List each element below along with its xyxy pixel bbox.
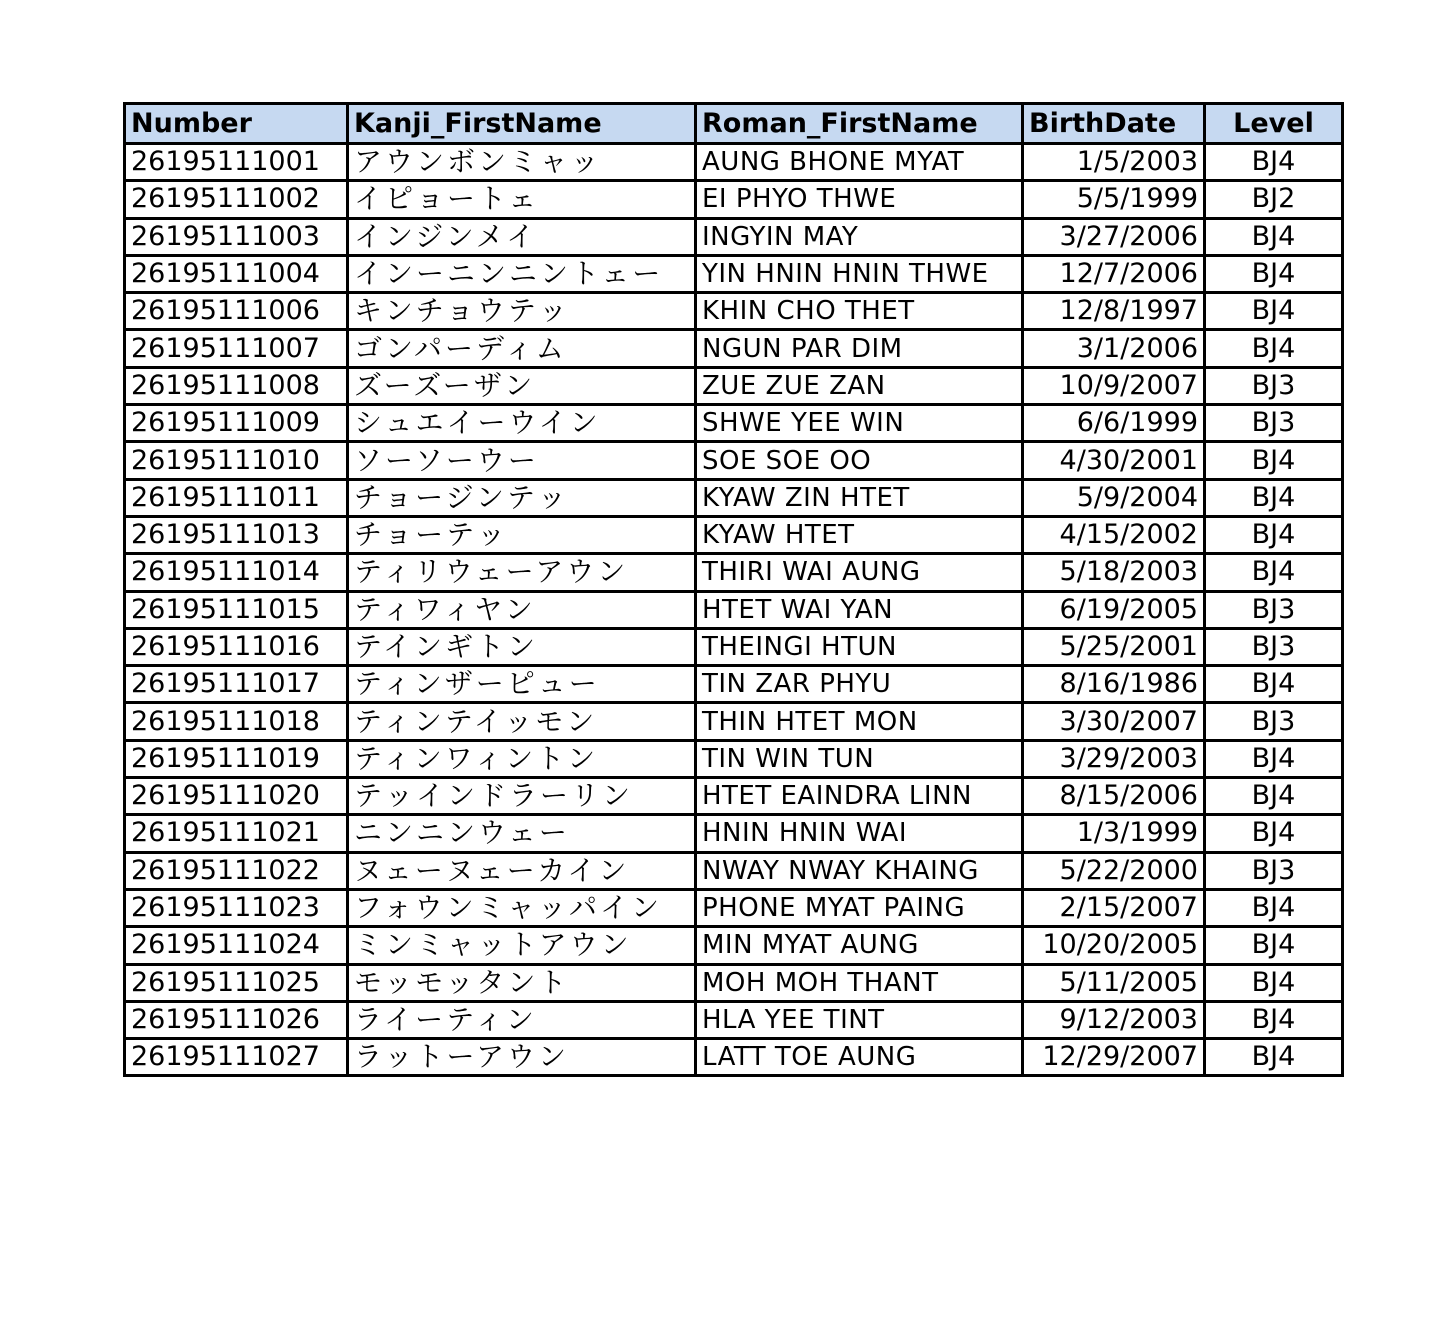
table-row <box>125 405 1343 442</box>
table-row <box>125 591 1343 628</box>
cell-roman-firstname: SHWE YEE WIN <box>696 405 1023 442</box>
header-number: Number <box>125 104 348 144</box>
table-row <box>125 740 1343 777</box>
header-roman-firstname: Roman_FirstName <box>696 104 1023 144</box>
cell-birthdate: 5/18/2003 <box>1023 554 1205 591</box>
cell-number: 26195111015 <box>125 591 348 628</box>
cell-roman-firstname: THEINGI HTUN <box>696 628 1023 665</box>
cell-number: 26195111026 <box>125 1001 348 1038</box>
table-row <box>125 964 1343 1001</box>
cell-number: 26195111027 <box>125 1039 348 1076</box>
table-body <box>125 144 1343 1076</box>
cell-number: 26195111003 <box>125 218 348 255</box>
cell-roman-firstname: KHIN CHO THET <box>696 293 1023 330</box>
table-row <box>125 367 1343 404</box>
cell-level: BJ4 <box>1205 740 1343 777</box>
table-row <box>125 255 1343 292</box>
cell-kanji-firstname: ニンニンウェー <box>348 815 696 852</box>
cell-number: 26195111023 <box>125 889 348 926</box>
cell-birthdate: 12/29/2007 <box>1023 1039 1205 1076</box>
cell-roman-firstname: HTET WAI YAN <box>696 591 1023 628</box>
cell-birthdate: 10/20/2005 <box>1023 927 1205 964</box>
cell-number: 26195111017 <box>125 666 348 703</box>
cell-level: BJ4 <box>1205 964 1343 1001</box>
header-birthdate: BirthDate <box>1023 104 1205 144</box>
cell-roman-firstname: PHONE MYAT PAING <box>696 889 1023 926</box>
cell-roman-firstname: EI PHYO THWE <box>696 181 1023 218</box>
cell-birthdate: 1/3/1999 <box>1023 815 1205 852</box>
cell-roman-firstname: LATT TOE AUNG <box>696 1039 1023 1076</box>
cell-kanji-firstname: ティンザーピュー <box>348 666 696 703</box>
cell-kanji-firstname: モッモッタント <box>348 964 696 1001</box>
cell-kanji-firstname: ティンワィントン <box>348 740 696 777</box>
cell-kanji-firstname: ライーティン <box>348 1001 696 1038</box>
cell-number: 26195111020 <box>125 778 348 815</box>
cell-number: 26195111009 <box>125 405 348 442</box>
cell-birthdate: 5/5/1999 <box>1023 181 1205 218</box>
table-row <box>125 293 1343 330</box>
cell-birthdate: 3/1/2006 <box>1023 330 1205 367</box>
table-row <box>125 218 1343 255</box>
cell-level: BJ3 <box>1205 591 1343 628</box>
cell-roman-firstname: THIN HTET MON <box>696 703 1023 740</box>
cell-level: BJ4 <box>1205 218 1343 255</box>
cell-level: BJ4 <box>1205 815 1343 852</box>
table-row <box>125 144 1343 181</box>
cell-roman-firstname: THIRI WAI AUNG <box>696 554 1023 591</box>
cell-kanji-firstname: インジンメイ <box>348 218 696 255</box>
cell-roman-firstname: AUNG BHONE MYAT <box>696 144 1023 181</box>
cell-kanji-firstname: ティンテイッモン <box>348 703 696 740</box>
cell-number: 26195111007 <box>125 330 348 367</box>
cell-level: BJ4 <box>1205 554 1343 591</box>
header-row <box>125 104 1343 144</box>
cell-level: BJ4 <box>1205 330 1343 367</box>
cell-number: 26195111004 <box>125 255 348 292</box>
cell-number: 26195111021 <box>125 815 348 852</box>
cell-number: 26195111014 <box>125 554 348 591</box>
cell-roman-firstname: ZUE ZUE ZAN <box>696 367 1023 404</box>
cell-level: BJ4 <box>1205 1039 1343 1076</box>
cell-birthdate: 5/25/2001 <box>1023 628 1205 665</box>
cell-number: 26195111013 <box>125 516 348 553</box>
cell-number: 26195111010 <box>125 442 348 479</box>
cell-kanji-firstname: ティワィヤン <box>348 591 696 628</box>
cell-level: BJ3 <box>1205 405 1343 442</box>
table-row <box>125 442 1343 479</box>
cell-birthdate: 4/15/2002 <box>1023 516 1205 553</box>
cell-number: 26195111006 <box>125 293 348 330</box>
cell-birthdate: 3/27/2006 <box>1023 218 1205 255</box>
cell-number: 26195111011 <box>125 479 348 516</box>
table-row <box>125 703 1343 740</box>
cell-number: 26195111018 <box>125 703 348 740</box>
cell-number: 26195111022 <box>125 852 348 889</box>
cell-level: BJ4 <box>1205 927 1343 964</box>
cell-level: BJ4 <box>1205 516 1343 553</box>
cell-roman-firstname: HNIN HNIN WAI <box>696 815 1023 852</box>
cell-kanji-firstname: シュエイーウイン <box>348 405 696 442</box>
table-row <box>125 852 1343 889</box>
table-row <box>125 330 1343 367</box>
cell-birthdate: 5/11/2005 <box>1023 964 1205 1001</box>
cell-birthdate: 5/22/2000 <box>1023 852 1205 889</box>
cell-birthdate: 9/12/2003 <box>1023 1001 1205 1038</box>
cell-number: 26195111008 <box>125 367 348 404</box>
cell-birthdate: 10/9/2007 <box>1023 367 1205 404</box>
cell-roman-firstname: KYAW ZIN HTET <box>696 479 1023 516</box>
cell-roman-firstname: HTET EAINDRA LINN <box>696 778 1023 815</box>
cell-kanji-firstname: ラットーアウン <box>348 1039 696 1076</box>
cell-level: BJ4 <box>1205 144 1343 181</box>
cell-kanji-firstname: ミンミャットアウン <box>348 927 696 964</box>
cell-number: 26195111019 <box>125 740 348 777</box>
cell-level: BJ4 <box>1205 479 1343 516</box>
cell-birthdate: 2/15/2007 <box>1023 889 1205 926</box>
table-row <box>125 1001 1343 1038</box>
table-row <box>125 181 1343 218</box>
cell-number: 26195111002 <box>125 181 348 218</box>
cell-birthdate: 8/15/2006 <box>1023 778 1205 815</box>
cell-roman-firstname: HLA YEE TINT <box>696 1001 1023 1038</box>
cell-kanji-firstname: ティリウェーアウン <box>348 554 696 591</box>
table-row <box>125 479 1343 516</box>
cell-roman-firstname: SOE SOE OO <box>696 442 1023 479</box>
table-row <box>125 815 1343 852</box>
cell-birthdate: 4/30/2001 <box>1023 442 1205 479</box>
cell-roman-firstname: INGYIN MAY <box>696 218 1023 255</box>
cell-roman-firstname: MOH MOH THANT <box>696 964 1023 1001</box>
cell-roman-firstname: NWAY NWAY KHAING <box>696 852 1023 889</box>
cell-number: 26195111001 <box>125 144 348 181</box>
cell-birthdate: 3/30/2007 <box>1023 703 1205 740</box>
cell-roman-firstname: KYAW HTET <box>696 516 1023 553</box>
table-row <box>125 666 1343 703</box>
cell-level: BJ3 <box>1205 703 1343 740</box>
cell-kanji-firstname: ゴンパーディム <box>348 330 696 367</box>
cell-level: BJ4 <box>1205 666 1343 703</box>
cell-kanji-firstname: テッインドラーリン <box>348 778 696 815</box>
cell-level: BJ3 <box>1205 628 1343 665</box>
cell-level: BJ3 <box>1205 367 1343 404</box>
cell-level: BJ4 <box>1205 778 1343 815</box>
table-row <box>125 628 1343 665</box>
table-row <box>125 889 1343 926</box>
table-row <box>125 554 1343 591</box>
cell-birthdate: 5/9/2004 <box>1023 479 1205 516</box>
cell-birthdate: 8/16/1986 <box>1023 666 1205 703</box>
cell-kanji-firstname: ヌェーヌェーカイン <box>348 852 696 889</box>
table-row <box>125 927 1343 964</box>
cell-level: BJ4 <box>1205 293 1343 330</box>
cell-birthdate: 1/5/2003 <box>1023 144 1205 181</box>
cell-level: BJ4 <box>1205 889 1343 926</box>
student-roster-table <box>123 102 1344 1077</box>
cell-kanji-firstname: ソーソーウー <box>348 442 696 479</box>
cell-roman-firstname: TIN WIN TUN <box>696 740 1023 777</box>
cell-birthdate: 6/6/1999 <box>1023 405 1205 442</box>
cell-level: BJ2 <box>1205 181 1343 218</box>
cell-roman-firstname: TIN ZAR PHYU <box>696 666 1023 703</box>
cell-roman-firstname: MIN MYAT AUNG <box>696 927 1023 964</box>
cell-birthdate: 12/7/2006 <box>1023 255 1205 292</box>
cell-kanji-firstname: イピョートェ <box>348 181 696 218</box>
header-level: Level <box>1205 104 1343 144</box>
table-header <box>125 104 1343 144</box>
cell-roman-firstname: YIN HNIN HNIN THWE <box>696 255 1023 292</box>
cell-number: 26195111025 <box>125 964 348 1001</box>
table-row <box>125 516 1343 553</box>
cell-level: BJ4 <box>1205 442 1343 479</box>
cell-number: 26195111016 <box>125 628 348 665</box>
cell-birthdate: 3/29/2003 <box>1023 740 1205 777</box>
cell-level: BJ4 <box>1205 1001 1343 1038</box>
header-kanji-firstname: Kanji_FirstName <box>348 104 696 144</box>
cell-level: BJ4 <box>1205 255 1343 292</box>
cell-roman-firstname: NGUN PAR DIM <box>696 330 1023 367</box>
cell-kanji-firstname: アウンボンミャッ <box>348 144 696 181</box>
cell-kanji-firstname: チョージンテッ <box>348 479 696 516</box>
table-row <box>125 1039 1343 1076</box>
cell-kanji-firstname: インーニンニントェー <box>348 255 696 292</box>
cell-kanji-firstname: フォウンミャッパイン <box>348 889 696 926</box>
cell-level: BJ3 <box>1205 852 1343 889</box>
cell-birthdate: 12/8/1997 <box>1023 293 1205 330</box>
cell-kanji-firstname: キンチョウテッ <box>348 293 696 330</box>
table-row <box>125 778 1343 815</box>
cell-birthdate: 6/19/2005 <box>1023 591 1205 628</box>
cell-number: 26195111024 <box>125 927 348 964</box>
cell-kanji-firstname: ズーズーザン <box>348 367 696 404</box>
cell-kanji-firstname: チョーテッ <box>348 516 696 553</box>
cell-kanji-firstname: テインギトン <box>348 628 696 665</box>
